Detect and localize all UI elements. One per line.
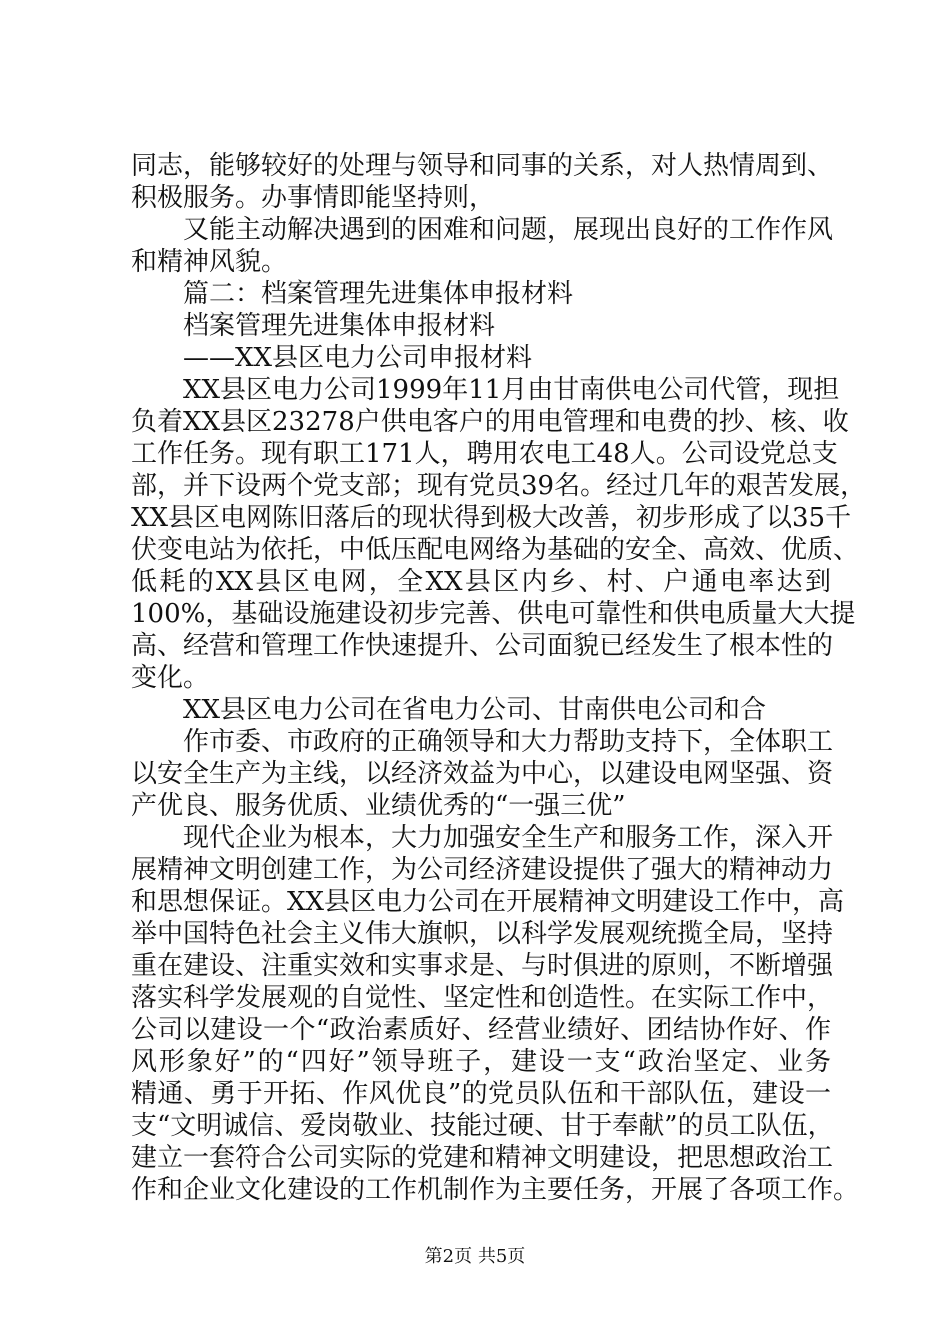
text-line: 作和企业文化建设的工作机制作为主要任务，开展了各项工作。 bbox=[131, 1175, 860, 1205]
text-line: 重在建设、注重实效和实事求是、与时俱进的原则，不断增强 bbox=[131, 951, 834, 981]
page-number: 第2页 共5页 bbox=[424, 1246, 526, 1267]
text-line: 和精神风貌。 bbox=[131, 247, 288, 277]
text-line: 精通、勇于开拓、作风优良”的党员队伍和干部队伍，建设一 bbox=[131, 1079, 831, 1109]
text-line: 部，并下设两个党支部；现有党员39名。经过几年的艰苦发展， bbox=[131, 471, 867, 501]
text-line: 现代企业为根本，大力加强安全生产和服务工作，深入开 bbox=[183, 823, 834, 853]
text-line: 公司以建设一个“政治素质好、经营业绩好、团结协作好、作 bbox=[131, 1015, 831, 1045]
text-line: 支“文明诚信、爱岗敬业、技能过硬、甘于奉献”的员工队伍， bbox=[131, 1111, 834, 1141]
text-line: 风形象好”的“四好”领导班子，建设一支“政治坚定、业务 bbox=[131, 1047, 831, 1077]
text-line: 积极服务。办事情即能坚持则， bbox=[131, 183, 496, 213]
text-line: 和思想保证。XX县区电力公司在开展精神文明建设工作中，高 bbox=[131, 887, 845, 917]
text-line: XX县区电力公司在省电力公司、甘南供电公司和合 bbox=[183, 695, 767, 725]
page-footer bbox=[0, 1242, 950, 1268]
document-subtitle: ——XX县区电力公司申报材料 bbox=[183, 343, 533, 373]
text-line: 负着XX县区23278户供电客户的用电管理和电费的抄、核、收 bbox=[131, 407, 849, 437]
text-line: 建立一套符合公司实际的党建和精神文明建设，把思想政治工 bbox=[131, 1143, 834, 1173]
text-line: XX县区电力公司1999年11月由甘南供电公司代管，现担 bbox=[183, 375, 840, 405]
text-line: 产优良、服务优质、业绩优秀的“一强三优” bbox=[131, 791, 626, 821]
text-line: 落实科学发展观的自觉性、坚定性和创造性。在实际工作中， bbox=[131, 983, 834, 1013]
text-line: XX县区电网陈旧落后的现状得到极大改善，初步形成了以35千 bbox=[131, 503, 852, 533]
text-line: 作市委、市政府的正确领导和大力帮助支持下，全体职工 bbox=[183, 727, 834, 757]
text-line: 工作任务。现有职工171人，聘用农电工48人。公司设党总支 bbox=[131, 439, 838, 469]
text-line: 同志，能够较好的处理与领导和同事的关系，对人热情周到、 bbox=[131, 151, 834, 181]
text-line: 低耗的XX县区电网，全XX县区内乡、村、户通电率达到 bbox=[131, 567, 831, 597]
text-line: 高、经营和管理工作快速提升、公司面貌已经发生了根本性的 bbox=[131, 631, 834, 661]
text-line: 举中国特色社会主义伟大旗帜，以科学发展观统揽全局，坚持 bbox=[131, 919, 834, 949]
text-line: 伏变电站为依托，中低压配电网络为基础的安全、高效、优质、 bbox=[131, 535, 860, 565]
section-heading: 篇二：档案管理先进集体申报材料 bbox=[183, 279, 574, 309]
text-line: 100%，基础设施建设初步完善、供电可靠性和供电质量大大提 bbox=[131, 599, 856, 629]
text-line: 变化。 bbox=[131, 663, 210, 693]
text-line: 以安全生产为主线，以经济效益为中心，以建设电网坚强、资 bbox=[131, 759, 834, 789]
document-title: 档案管理先进集体申报材料 bbox=[183, 311, 496, 341]
text-line: 又能主动解决遇到的困难和问题，展现出良好的工作作风 bbox=[183, 215, 834, 245]
document-body bbox=[131, 150, 867, 1206]
text-line: 展精神文明创建工作，为公司经济建设提供了强大的精神动力 bbox=[131, 855, 834, 885]
